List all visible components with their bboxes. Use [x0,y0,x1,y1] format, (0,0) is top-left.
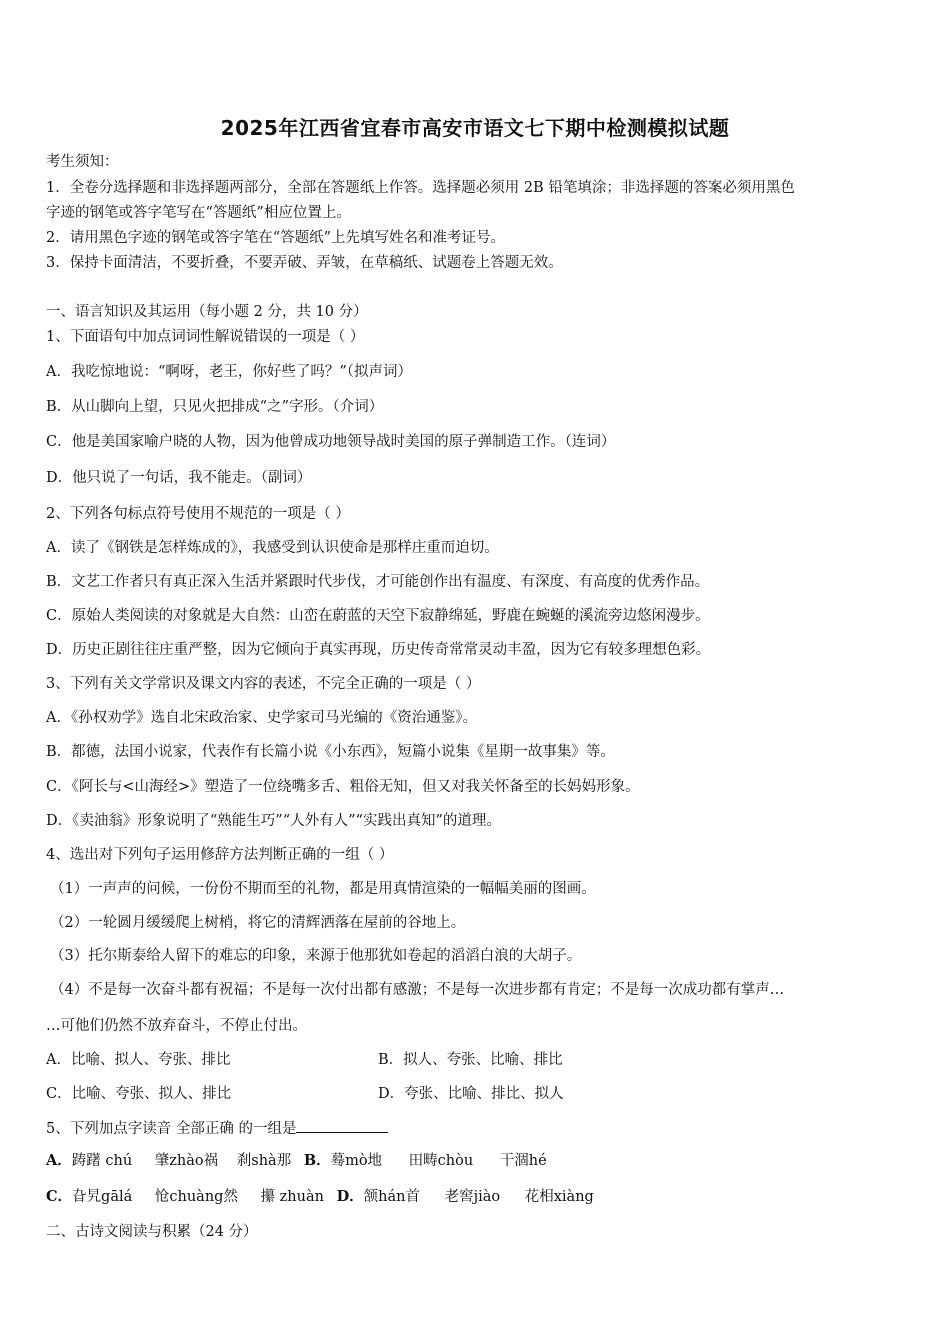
q5-row-ab [46,1151,555,1171]
q1-option-d: D．他只说了一句话，我不能走。（副词） [46,470,312,486]
q3-option-d: D．《卖油翁》形象说明了“熟能生巧”“人外有人”“实践出真知”的道理。 [46,813,501,829]
q5-option-a-label: A． [46,1152,72,1169]
q2-option-b: B．文艺工作者只有真正深入生活并紧跟时代步伐，才可能创作出有温度、有深度、有高度的优秀作品。 [46,574,710,590]
q3-option-a: A．《孙权劝学》选自北宋政治家、史学家司马光编的《资治通鉴》。 [46,710,477,726]
q1-option-b: B．从山脚向上望，只见火把排成“之”字形。（介词） [46,399,384,415]
q5-b-item-3: 干涸hé [499,1153,547,1169]
q4-option-a: A．比喻、拟人、夸张、排比 [46,1052,231,1068]
q5-c-item-3: 攥 zhuàn [260,1189,324,1205]
notice-line-1a: 1．全卷分选择题和非选择题两部分，全部在答题纸上作答。选择题必须用 2B 铅笔填涂；非选择题的答案必须用黑色 [46,180,795,196]
q5-b-item-1: 蓦mò地 [330,1153,383,1169]
q4-sentence-4a: （4）不是每一次奋斗都有祝福；不是每一次付出都有感激；不是每一次进步都有肯定；不是每一次成功都有掌声… [50,982,785,998]
q1-option-a: A．我吃惊地说：“啊呀，老王，你好些了吗？”（拟声词） [46,364,413,380]
q4-stem: 4、选出对下列句子运用修辞方法判断正确的一组（ ） [46,847,394,863]
q4-sentence-4b: …可他们仍然不放弃奋斗，不停止付出。 [46,1018,307,1034]
notice-line-3: 3．保持卡面清洁，不要折叠，不要弄破、弄皱，在草稿纸、试题卷上答题无效。 [46,255,563,271]
q5-d-item-2: 老窖jiào [444,1189,501,1205]
q4-option-c: C．比喻、夸张、拟人、排比 [46,1086,232,1102]
q5-d-item-1: 颔hán首 [363,1189,420,1205]
q4-option-d: D．夸张、比喻、排比、拟人 [378,1086,564,1102]
q2-option-c: C．原始人类阅读的对象就是大自然：山峦在蔚蓝的天空下寂静绵延，野鹿在蜿蜒的溪流旁边悠闲漫步。 [46,608,710,624]
q4-sentence-1: （1）一声声的问候，一份份不期而至的礼物，都是用真情渲染的一幅幅美丽的图画。 [50,881,596,897]
q5-a-item-3: 刹shà那 [236,1153,292,1169]
q5-a-item-1: 踌躇 chú [71,1153,133,1169]
notice-line-2: 2．请用黑色字迹的钢笔或答字笔在“答题纸”上先填写姓名和准考证号。 [46,230,506,246]
q5-d-item-3: 花相xiàng [524,1189,594,1205]
q5-stem: 5、下列加点字读音 全部正确 的一组是 [46,1121,297,1137]
q4-option-b: B．拟人、夸张、比喻、排比 [378,1052,563,1068]
q2-option-a: A．读了《钢铁是怎样炼成的》，我感受到认识使命是那样庄重而迫切。 [46,540,499,556]
notice-heading: 考生须知： [46,154,119,170]
q3-option-c: C．《阿长与<山海经>》塑造了一位绕嘴多舌、粗俗无知，但又对我关怀备至的长妈妈形象。 [46,779,640,795]
q5-stem-line [46,1118,388,1139]
q5-b-item-2: 田畴chòu [408,1153,474,1169]
q5-row-cd [46,1187,602,1207]
q4-sentence-3: （3）托尔斯泰给人留下的难忘的印象，来源于他那犹如卷起的滔滔白浪的大胡子。 [50,948,582,964]
q5-c-item-1: 旮旯gālá [72,1189,133,1205]
q5-c-item-2: 怆chuàng然 [154,1189,238,1205]
q5-a-item-2: 肇zhào祸 [154,1153,219,1169]
q1-option-c: C．他是美国家喻户晓的人物，因为他曾成功地领导战时美国的原子弹制造工作。（连词） [46,434,616,450]
q3-stem: 3、下列有关文学常识及课文内容的表述，不完全正确的一项是（ ） [46,676,481,692]
section-2-heading: 二、古诗文阅读与积累（24 分） [46,1224,258,1240]
section-1-heading: 一、语言知识及其运用（每小题 2 分，共 10 分） [46,304,368,320]
notice-line-1b: 字迹的钢笔或答字笔写在“答题纸”相应位置上。 [46,205,351,221]
q4-sentence-2: （2）一轮圆月缓缓爬上树梢，将它的清辉洒落在屋前的谷地上。 [50,915,466,931]
q2-option-d: D．历史正剧往往庄重严整，因为它倾向于真实再现，历史传奇常常灵动丰盈，因为它有较多理想色彩。 [46,642,711,658]
q3-option-b: B．都德，法国小说家，代表作有长篇小说《小东西》，短篇小说集《星期一故事集》等。 [46,744,615,760]
q5-option-b-label: B． [303,1152,331,1169]
q2-stem: 2、下列各句标点符号使用不规范的一项是（ ） [46,506,350,522]
q1-stem: 1、下面语句中加点词词性解说错误的一项是（ ） [46,329,365,345]
q5-option-c-label: C． [46,1188,73,1205]
q5-option-d-label: D． [336,1188,364,1205]
page-title: 2025年江西省宜春市高安市语文七下期中检测模拟试题 [220,116,730,140]
q5-answer-blank [296,1118,388,1133]
